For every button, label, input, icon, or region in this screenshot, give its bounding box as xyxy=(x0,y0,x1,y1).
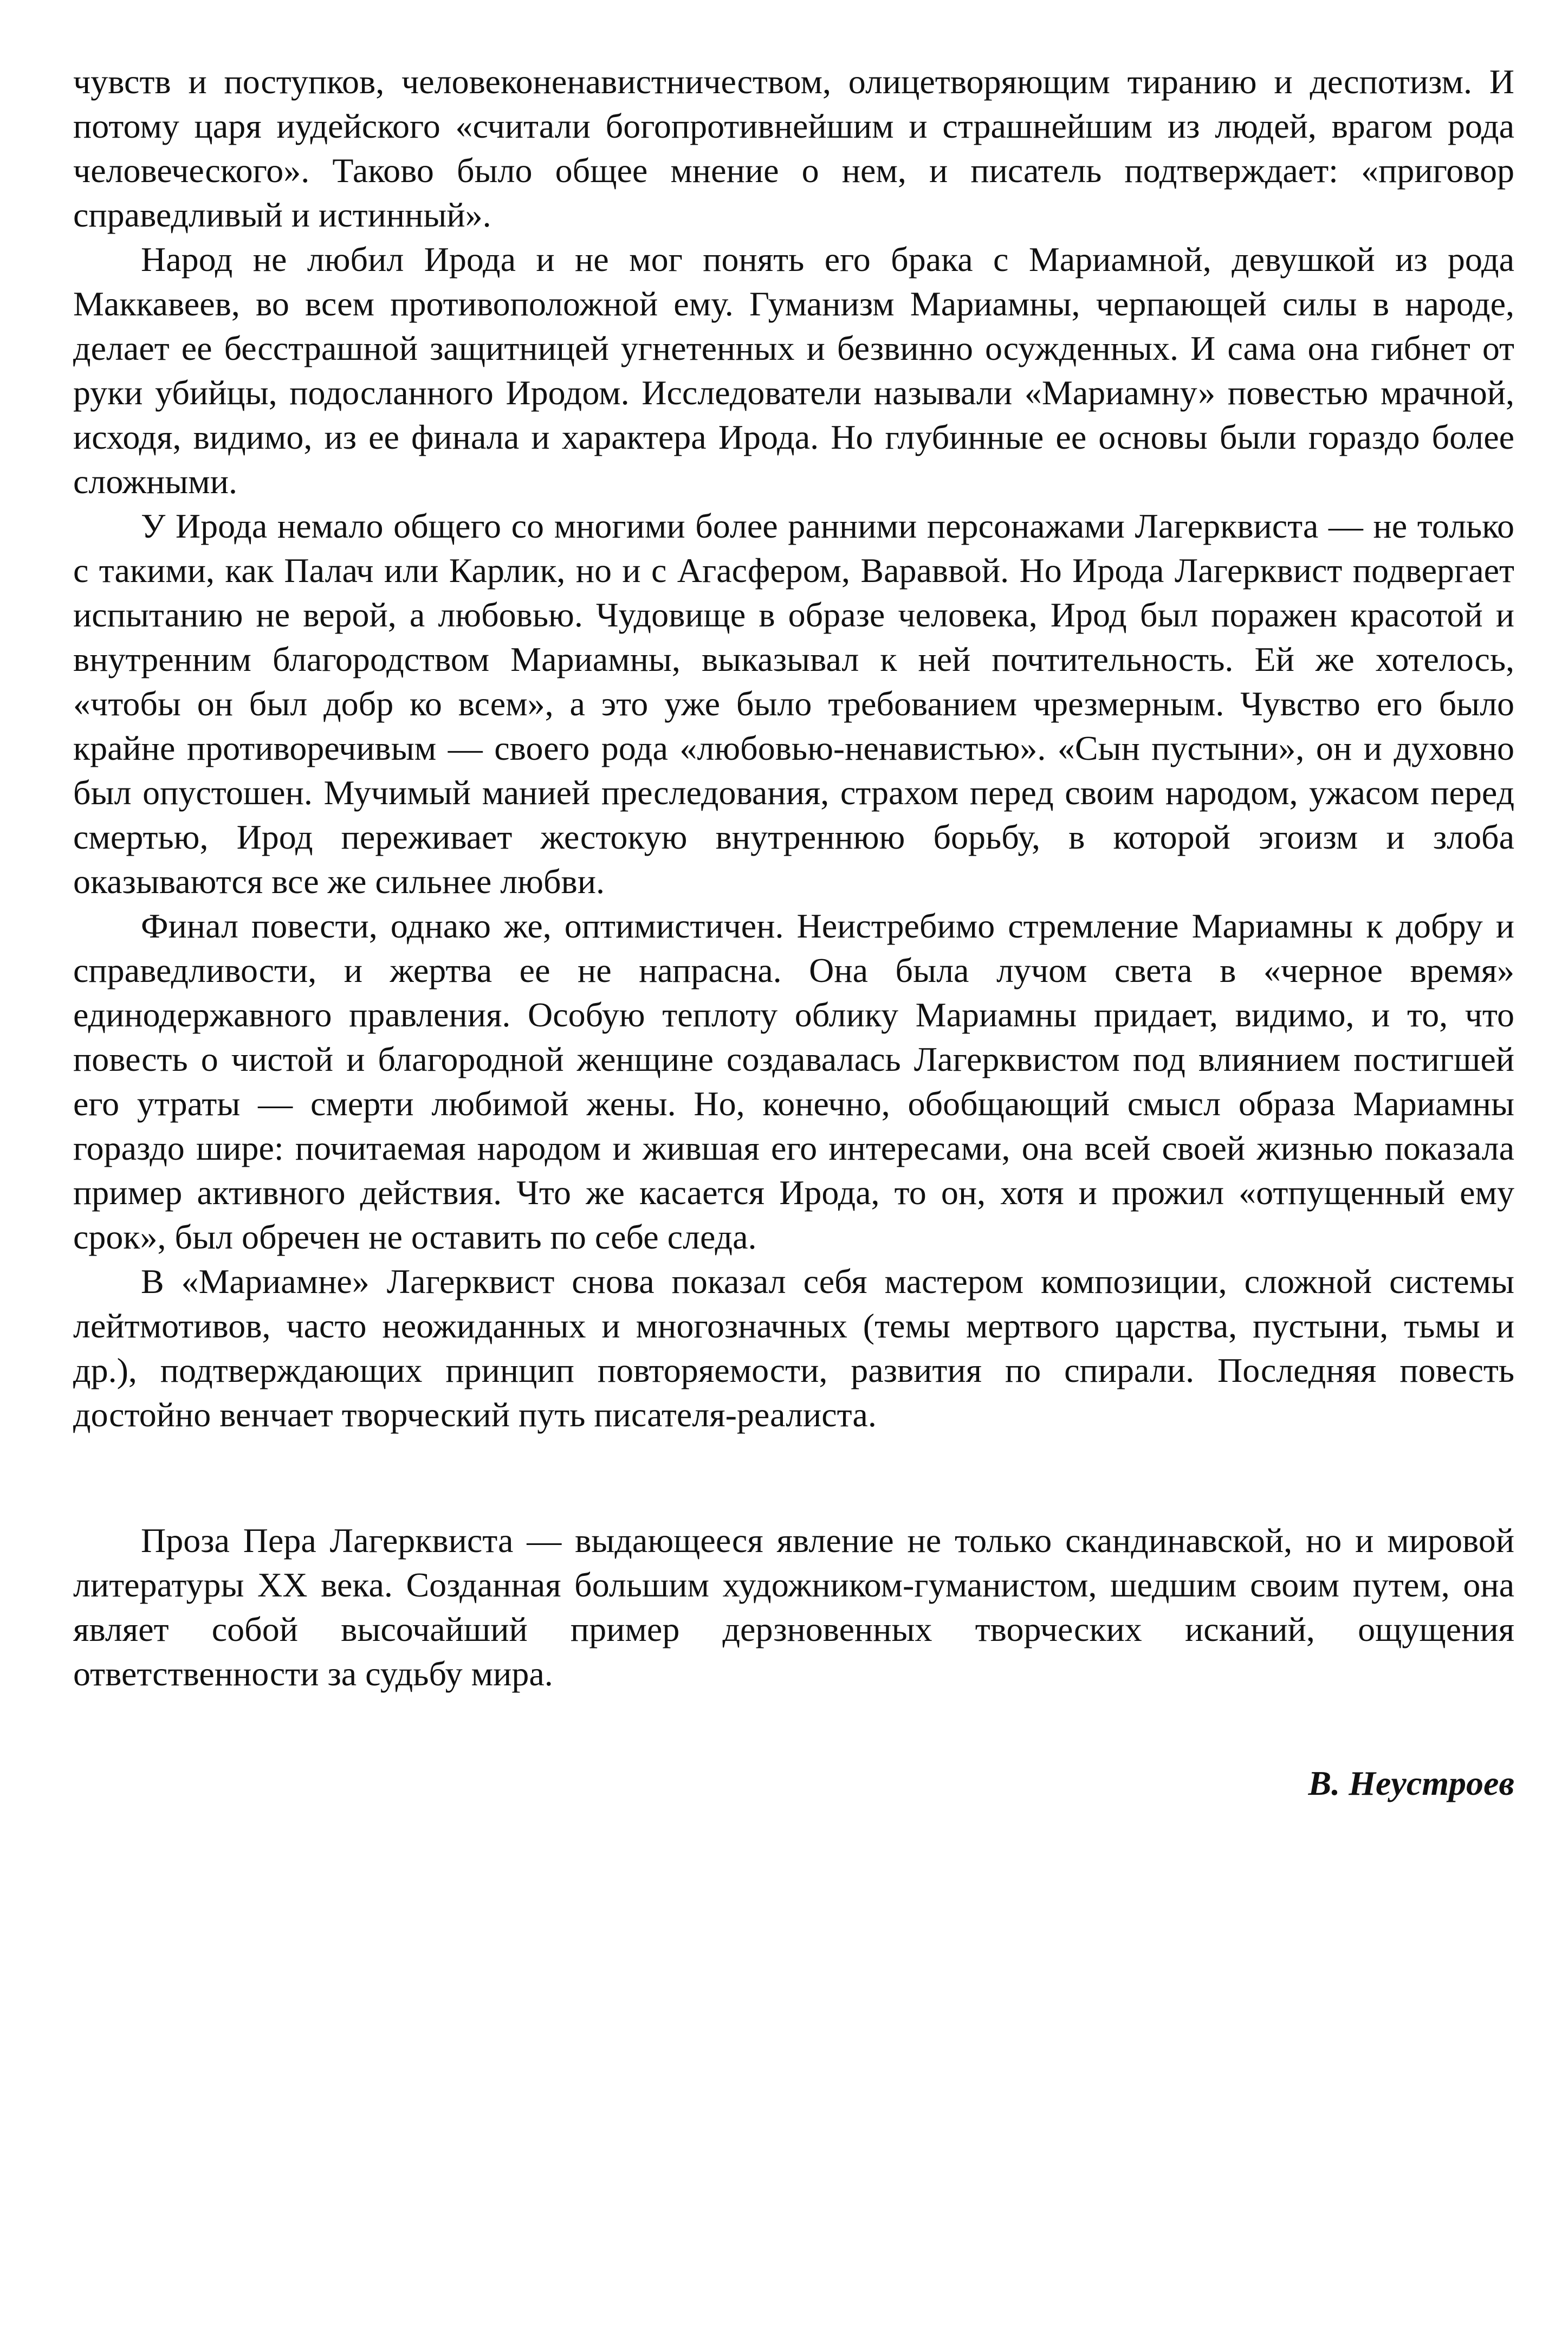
paragraph-continuation: чувств и поступков, человеконенавистничеством, олицетворяющим тиранию и деспотизм. И потому царя иудейского «считали богопротивнейшим и страшнейшим из людей, врагом рода человеческого». Таково было общее мнение о нем, и писатель подтверждает: «приговор справедливый и истинный». xyxy=(73,62,1514,234)
paragraph-herod-marriage: Народ не любил Ирода и не мог понять его брака с Мариамной, девушкой из рода Маккавеев, во всем противоположной ему. Гуманизм Мариамны, черпающей силы в народе, делает ее бесстрашной защитницей угнетенных и безвинно осужденных. И сама она гибнет от руки убийцы, подосланного Иродом. Исследователи называли «Мариамну» повестью мрачной, исходя, видимо, из ее финала и характера Ирода. Но глубинные ее основы были гораздо более сложными. xyxy=(73,240,1514,501)
paragraph-conclusion: Проза Пера Лагерквиста — выдающееся явление не только скандинавской, но и мировой литературы XX века. Созданная большим художником-гуманистом, шедшим своим путем, она являет собой высочайший пример дерзновенных творческих исканий, ощущения ответственности за судьбу мира. xyxy=(73,1521,1514,1693)
paragraph-finale: Финал повести, однако же, оптимистичен. Неистребимо стремление Мариамны к добру и справедливости, и жертва ее не напрасна. Она была лучом света в «черное время» единодержавного правления. Особую теплоту облику Мариамны придает, видимо, и то, что повесть о чистой и благородной женщине создавалась Лагерквистом под влиянием постигшей его утраты — смерти любимой жены. Но, конечно, обобщающий смысл образа Мариамны гораздо шире: почитаемая народом и жившая его интересами, она всей своей жизнью показала пример активного действия. Что же касается Ирода, то он, хотя и прожил «отпущенный ему срок», был обречен не оставить по себе следа. xyxy=(73,907,1514,1256)
page-body xyxy=(73,60,1514,1806)
section-gap xyxy=(73,1437,1514,1518)
author-signature: В. Неустроев xyxy=(1308,1764,1514,1802)
paragraph-composition: В «Мариамне» Лагерквист снова показал себя мастером композиции, сложной системы лейтмотивов, часто неожиданных и многозначных (темы мертвого царства, пустыни, тьмы и др.), подтверждающих принцип повторяемости, развития по спирали. Последняя повесть достойно венчает творческий путь писателя-реалиста. xyxy=(73,1262,1514,1434)
paragraph-herod-character: У Ирода немало общего со многими более ранними персонажами Лагерквиста — не только с такими, как Палач или Карлик, но и с Агасфером, Вараввой. Но Ирода Лагерквист подвергает испытанию не верой, а любовью. Чудовище в образе человека, Ирод был поражен красотой и внутренним благородством Мариамны, выказывал к ней почтительность. Ей же хотелось, «чтобы он был добр ко всем», а это уже было требованием чрезмерным. Чувство его было крайне противоречивым — своего рода «любовью-ненавистью». «Сын пустыни», он и духовно был опустошен. Мучимый манией преследования, страхом перед своим народом, ужасом перед смертью, Ирод переживает жестокую внутреннюю борьбу, в которой эгоизм и злоба оказываются все же сильнее любви. xyxy=(73,507,1514,901)
